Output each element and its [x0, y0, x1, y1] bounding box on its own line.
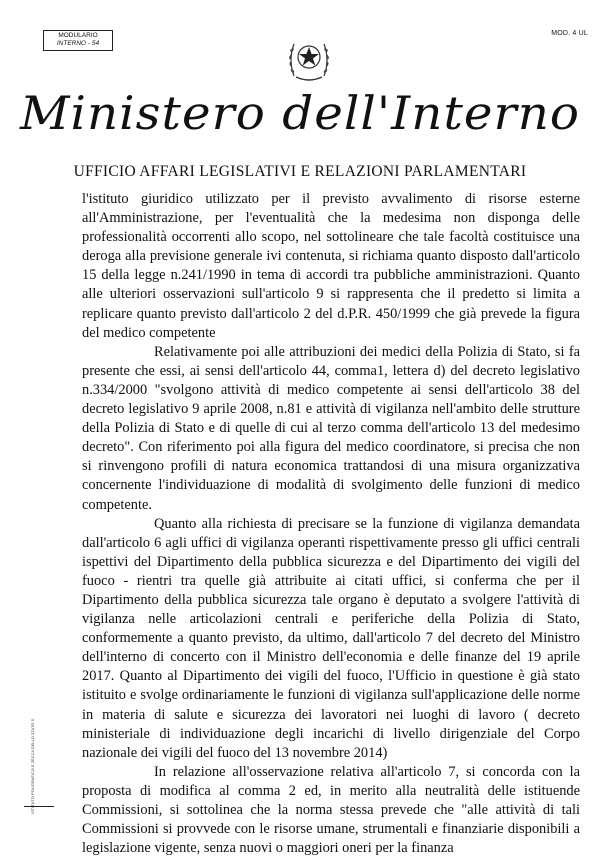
modulario-form-number: INTERNO - 54 [56, 40, 100, 47]
paragraph: l'istituto giuridico utilizzato per il previsto avvalimento di risorse esterne all'Amministrazione, per l'eventualità che la medesima non disponga delle professionalità occorrenti allo scopo, nel sottolineare che tale facoltà costituisce una deroga alla previsione generale ivi contenuta, si richiama quanto disposto dall'articolo 15 della legge n.241/1990 in tema di accordi tra pubbliche amministrazioni. Quanto alle ulteriori osservazioni sull'articolo 9 si rappresenta che il predetto si limita a replicare quanto previsto dall'articolo 2 del d.P.R. 450/1999 che già prevede la figura del medico competente [82, 191, 580, 341]
modulario-box [43, 30, 113, 51]
italian-republic-emblem-icon [284, 30, 334, 86]
printer-imprint: ISTITUTO POLIGRAFICO E ZECCA DELLO STATO S. [31, 717, 35, 814]
margin-rule [24, 806, 54, 807]
form-model-code: MOD. 4 UL [551, 30, 588, 37]
paragraph: Relativamente poi alle attribuzioni dei medici della Polizia di Stato, si fa presente che essi, ai sensi dell'articolo 44, comma1, lettera d) del decreto legislativo n.334/2000 "svolgono attività di medico competente ai sensi dell'articolo 38 del decreto legislativo 9 aprile 2008, n.81 e attività di vigilanza nell'ambito delle strutture della Polizia di Stato e di quelle di cui al terzo comma dell'articolo 13 del medesimo decreto". Con riferimento poi alla figura del medico coordinatore, si precisa che non si rinvengono profili di natura economica trattandosi di una misura organizzativa concernente l'individuazione di modalità di svolgimento delle funzioni di medico competente. [82, 343, 580, 513]
modulario-label: MODULARIO [58, 32, 98, 39]
letter-body [82, 190, 580, 858]
paragraph: In relazione all'osservazione relativa all'articolo 7, si concorda con la proposta di modifica al comma 2 ed, in merito alla neutralità delle istituende Commissioni, si sottolinea che la norma stessa prevede che "alle attività di tali Commissioni si provvede con le risorse umane, strumentali e finanziarie disponibili a legislazione vigente, senza nuovi o maggiori oneri per la finanza [82, 763, 580, 857]
ministry-title: Ministero dell'Interno [19, 86, 580, 140]
paragraph: Quanto alla richiesta di precisare se la funzione di vigilanza demandata dall'articolo 6 agli uffici di vigilanza operanti rispettivamente presso gli uffici centrali ispettivi del Dipartimento della pubblica sicurezza e del Dipartimento dei vigili del fuoco - rientri tra quelle già attribuite ai citati uffici, si conferma che per il Dipartimento della pubblica sicurezza tale organo è deputato a svolgere l'attività di vigilanza nelle articolazioni centrali e periferiche della Polizia di Stato, conformemente a quanto previsto, da ultimo, dall'articolo 7 del decreto del Ministro dell'interno di concerto con il Ministro dell'economia e delle finanze del 19 aprile 2017. Quanto al Dipartimento dei vigili del fuoco, l'Ufficio in questione è già stato istituito e svolge ordinariamente le funzioni di vigilanza sull'applicazione delle norme in materia di salute e sicurezza dei lavoratori nei luoghi di lavoro ( decreto ministeriale di individuazione degli incarichi di livello dirigenziale del Corpo nazionale dei vigili del fuoco del 13 novembre 2014) [82, 515, 580, 761]
office-title: UFFICIO AFFARI LEGISLATIVI E RELAZIONI PARLAMENTARI [73, 163, 527, 180]
